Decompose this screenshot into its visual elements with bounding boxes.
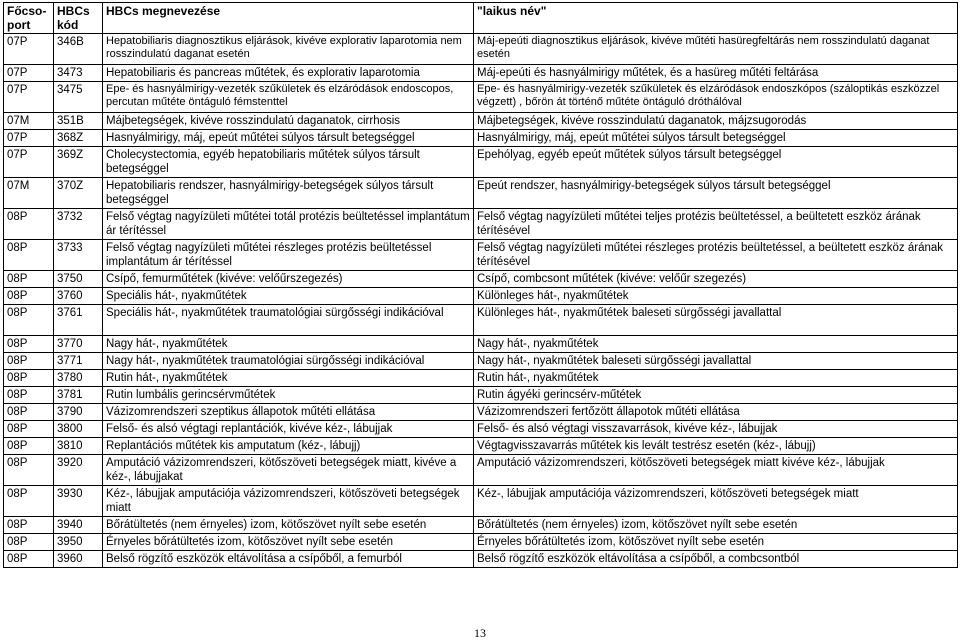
table-row xyxy=(4,551,958,568)
table-row xyxy=(4,82,958,113)
cell-megnevezes: Hepatobiliaris és pancreas műtétek, és explorativ laparotomia xyxy=(103,65,474,82)
cell-focsoport: 08P xyxy=(4,336,54,353)
cell-hbcs-kod: 3760 xyxy=(54,288,103,305)
cell-megnevezes: Hasnyálmirigy, máj, epeút műtétei súlyos társult betegséggel xyxy=(103,130,474,147)
cell-megnevezes: Felső végtag nagyízületi műtétei totál protézis beültetéssel implantátum ár térítéssel xyxy=(103,209,474,240)
table-row xyxy=(4,336,958,353)
cell-focsoport: 08P xyxy=(4,240,54,271)
cell-focsoport: 07P xyxy=(4,82,54,113)
cell-laikus-nev: Különleges hát-, nyakműtétek baleseti sürgősségi javallattal xyxy=(474,305,958,336)
cell-hbcs-kod: 351B xyxy=(54,113,103,130)
header-hbcs-kod: HBCs kód xyxy=(54,3,103,34)
cell-hbcs-kod: 3920 xyxy=(54,455,103,486)
cell-hbcs-kod: 3780 xyxy=(54,370,103,387)
cell-focsoport: 07P xyxy=(4,65,54,82)
table-row xyxy=(4,65,958,82)
cell-laikus-nev: Májbetegségek, kivéve rosszindulatú daganatok, májzsugorodás xyxy=(474,113,958,130)
cell-focsoport: 07P xyxy=(4,34,54,65)
cell-laikus-nev: Nagy hát-, nyakműtétek baleseti sürgősségi javallattal xyxy=(474,353,958,370)
cell-laikus-nev: Amputáció vázizomrendszeri, kötőszöveti betegségek miatt kivéve kéz-, lábujjak xyxy=(474,455,958,486)
cell-laikus-nev: Rutin hát-, nyakműtétek xyxy=(474,370,958,387)
cell-focsoport: 08P xyxy=(4,209,54,240)
table-row xyxy=(4,517,958,534)
table-row xyxy=(4,240,958,271)
cell-focsoport: 08P xyxy=(4,305,54,336)
cell-megnevezes: Felső- és alsó végtagi replantációk, kivéve kéz-, lábujjak xyxy=(103,421,474,438)
cell-focsoport: 08P xyxy=(4,486,54,517)
cell-focsoport: 08P xyxy=(4,421,54,438)
cell-laikus-nev: Felső végtag nagyízületi műtétei részleges protézis beültetéssel, a beültetett eszköz árának térítésével xyxy=(474,240,958,271)
cell-hbcs-kod: 3473 xyxy=(54,65,103,82)
cell-megnevezes: Bőrátültetés (nem érnyeles) izom, kötőszövet nyílt sebe esetén xyxy=(103,517,474,534)
page-number: 13 xyxy=(474,626,486,640)
cell-megnevezes: Rutin hát-, nyakműtétek xyxy=(103,370,474,387)
cell-laikus-nev: Bőrátültetés (nem érnyeles) izom, kötőszövet nyílt sebe esetén xyxy=(474,517,958,534)
cell-focsoport: 07M xyxy=(4,113,54,130)
cell-megnevezes: Belső rögzítő eszközök eltávolítása a csípőből, a femurból xyxy=(103,551,474,568)
cell-laikus-nev: Nagy hát-, nyakműtétek xyxy=(474,336,958,353)
cell-megnevezes: Csípő, femurműtétek (kivéve: velőűrszegezés) xyxy=(103,271,474,288)
cell-hbcs-kod: 3475 xyxy=(54,82,103,113)
cell-laikus-nev: Felső végtag nagyízületi műtétei teljes protézis beültetéssel, a beültetett eszköz árának térítésével xyxy=(474,209,958,240)
cell-megnevezes: Nagy hát-, nyakműtétek xyxy=(103,336,474,353)
cell-megnevezes: Májbetegségek, kivéve rosszindulatú daganatok, cirrhosis xyxy=(103,113,474,130)
table-row xyxy=(4,305,958,336)
cell-megnevezes: Nagy hát-, nyakműtétek traumatológiai sürgősségi indikációval xyxy=(103,353,474,370)
cell-megnevezes: Epe- és hasnyálmirigy-vezeték szűkületek és elzáródások endoscopos, percutan műtéte öntáguló fémstenttel xyxy=(103,82,474,113)
cell-hbcs-kod: 368Z xyxy=(54,130,103,147)
cell-hbcs-kod: 346B xyxy=(54,34,103,65)
cell-focsoport: 08P xyxy=(4,370,54,387)
cell-laikus-nev: Különleges hát-, nyakműtétek xyxy=(474,288,958,305)
cell-focsoport: 08P xyxy=(4,288,54,305)
cell-megnevezes: Cholecystectomia, egyéb hepatobiliaris műtétek súlyos társult betegséggel xyxy=(103,147,474,178)
cell-megnevezes: Felső végtag nagyízületi műtétei részleges protézis beültetéssel implantátum ár térítéssel xyxy=(103,240,474,271)
cell-focsoport: 07M xyxy=(4,178,54,209)
cell-megnevezes: Amputáció vázizomrendszeri, kötőszöveti betegségek miatt, kivéve a kéz-, lábujjakat xyxy=(103,455,474,486)
cell-laikus-nev: Végtagvisszavarrás műtétek kis levált testrész esetén (kéz-, lábujj) xyxy=(474,438,958,455)
table-row xyxy=(4,147,958,178)
cell-focsoport: 08P xyxy=(4,353,54,370)
table-body xyxy=(4,34,958,568)
cell-focsoport: 08P xyxy=(4,517,54,534)
cell-laikus-nev: Máj-epeúti és hasnyálmirigy műtétek, és a hasüreg műtéti feltárása xyxy=(474,65,958,82)
cell-megnevezes: Hepatobiliaris rendszer, hasnyálmirigy-betegségek súlyos társult betegséggel xyxy=(103,178,474,209)
cell-focsoport: 08P xyxy=(4,271,54,288)
cell-focsoport: 08P xyxy=(4,438,54,455)
table-row xyxy=(4,271,958,288)
cell-laikus-nev: Csípő, combcsont műtétek (kivéve: velőűr szegezés) xyxy=(474,271,958,288)
cell-hbcs-kod: 3733 xyxy=(54,240,103,271)
cell-megnevezes: Rutin lumbális gerincsérvműtétek xyxy=(103,387,474,404)
cell-laikus-nev: Epeút rendszer, hasnyálmirigy-betegségek súlyos társult betegséggel xyxy=(474,178,958,209)
header-hbcs-megnevezese: HBCs megnevezése xyxy=(103,3,474,34)
cell-focsoport: 08P xyxy=(4,404,54,421)
cell-hbcs-kod: 3750 xyxy=(54,271,103,288)
cell-laikus-nev: Rutin ágyéki gerincsérv-műtétek xyxy=(474,387,958,404)
table-row xyxy=(4,421,958,438)
table-row xyxy=(4,370,958,387)
cell-megnevezes: Kéz-, lábujjak amputációja vázizomrendszeri, kötőszöveti betegségek miatt xyxy=(103,486,474,517)
cell-hbcs-kod: 3960 xyxy=(54,551,103,568)
cell-hbcs-kod: 370Z xyxy=(54,178,103,209)
table-row xyxy=(4,209,958,240)
table-row xyxy=(4,438,958,455)
header-laikus-nev: "laikus név" xyxy=(474,3,958,34)
cell-hbcs-kod: 3771 xyxy=(54,353,103,370)
cell-focsoport: 08P xyxy=(4,455,54,486)
cell-laikus-nev: Vázizomrendszeri fertőzött állapotok műtéti ellátása xyxy=(474,404,958,421)
cell-megnevezes: Speciális hát-, nyakműtétek xyxy=(103,288,474,305)
cell-hbcs-kod: 3761 xyxy=(54,305,103,336)
cell-hbcs-kod: 369Z xyxy=(54,147,103,178)
table-row xyxy=(4,404,958,421)
cell-hbcs-kod: 3732 xyxy=(54,209,103,240)
cell-laikus-nev: Máj-epeúti diagnosztikus eljárások, kivéve műtéti hasüregfeltárás nem rosszindulatú daganat esetén xyxy=(474,34,958,65)
cell-focsoport: 07P xyxy=(4,130,54,147)
table-header-row xyxy=(4,3,958,34)
table-row xyxy=(4,387,958,404)
cell-laikus-nev: Belső rögzítő eszközök eltávolítása a csípőből, a combcsontból xyxy=(474,551,958,568)
cell-hbcs-kod: 3810 xyxy=(54,438,103,455)
cell-megnevezes: Vázizomrendszeri szeptikus állapotok műtéti ellátása xyxy=(103,404,474,421)
cell-laikus-nev: Epehólyag, egyéb epeút műtétek súlyos társult betegséggel xyxy=(474,147,958,178)
cell-megnevezes: Replantációs műtétek kis amputatum (kéz-, lábujj) xyxy=(103,438,474,455)
cell-megnevezes: Hepatobiliaris diagnosztikus eljárások, kivéve explorativ laparotomia nem rosszindulatú daganat esetén xyxy=(103,34,474,65)
cell-megnevezes: Speciális hát-, nyakműtétek traumatológiai sürgősségi indikációval xyxy=(103,305,474,336)
cell-focsoport: 08P xyxy=(4,387,54,404)
cell-focsoport: 07P xyxy=(4,147,54,178)
table-row xyxy=(4,178,958,209)
cell-megnevezes: Érnyeles bőrátültetés izom, kötőszövet nyílt sebe esetén xyxy=(103,534,474,551)
cell-laikus-nev: Felső- és alsó végtagi visszavarrások, kivéve kéz-, lábujjak xyxy=(474,421,958,438)
cell-hbcs-kod: 3781 xyxy=(54,387,103,404)
cell-hbcs-kod: 3950 xyxy=(54,534,103,551)
table-row xyxy=(4,34,958,65)
cell-hbcs-kod: 3770 xyxy=(54,336,103,353)
table-row xyxy=(4,455,958,486)
table-row xyxy=(4,130,958,147)
cell-hbcs-kod: 3940 xyxy=(54,517,103,534)
hbcs-table xyxy=(3,2,958,568)
cell-laikus-nev: Hasnyálmirigy, máj, epeút műtétei súlyos társult betegséggel xyxy=(474,130,958,147)
cell-hbcs-kod: 3930 xyxy=(54,486,103,517)
cell-laikus-nev: Érnyeles bőrátültetés izom, kötőszövet nyílt sebe esetén xyxy=(474,534,958,551)
cell-hbcs-kod: 3790 xyxy=(54,404,103,421)
cell-hbcs-kod: 3800 xyxy=(54,421,103,438)
cell-laikus-nev: Kéz-, lábujjak amputációja vázizomrendszeri, kötőszöveti betegségek miatt xyxy=(474,486,958,517)
table-row xyxy=(4,486,958,517)
cell-laikus-nev: Epe- és hasnyálmirigy-vezeték szűkületek és elzáródások endoszkópos (száloptikás eszközzel végzett) , bőrön át történő műtéte öntáguló dróthálóval xyxy=(474,82,958,113)
table-row xyxy=(4,353,958,370)
table-row xyxy=(4,288,958,305)
table-row xyxy=(4,534,958,551)
table-row xyxy=(4,113,958,130)
cell-focsoport: 08P xyxy=(4,551,54,568)
cell-focsoport: 08P xyxy=(4,534,54,551)
header-focsoport: Főcso-port xyxy=(4,3,54,34)
